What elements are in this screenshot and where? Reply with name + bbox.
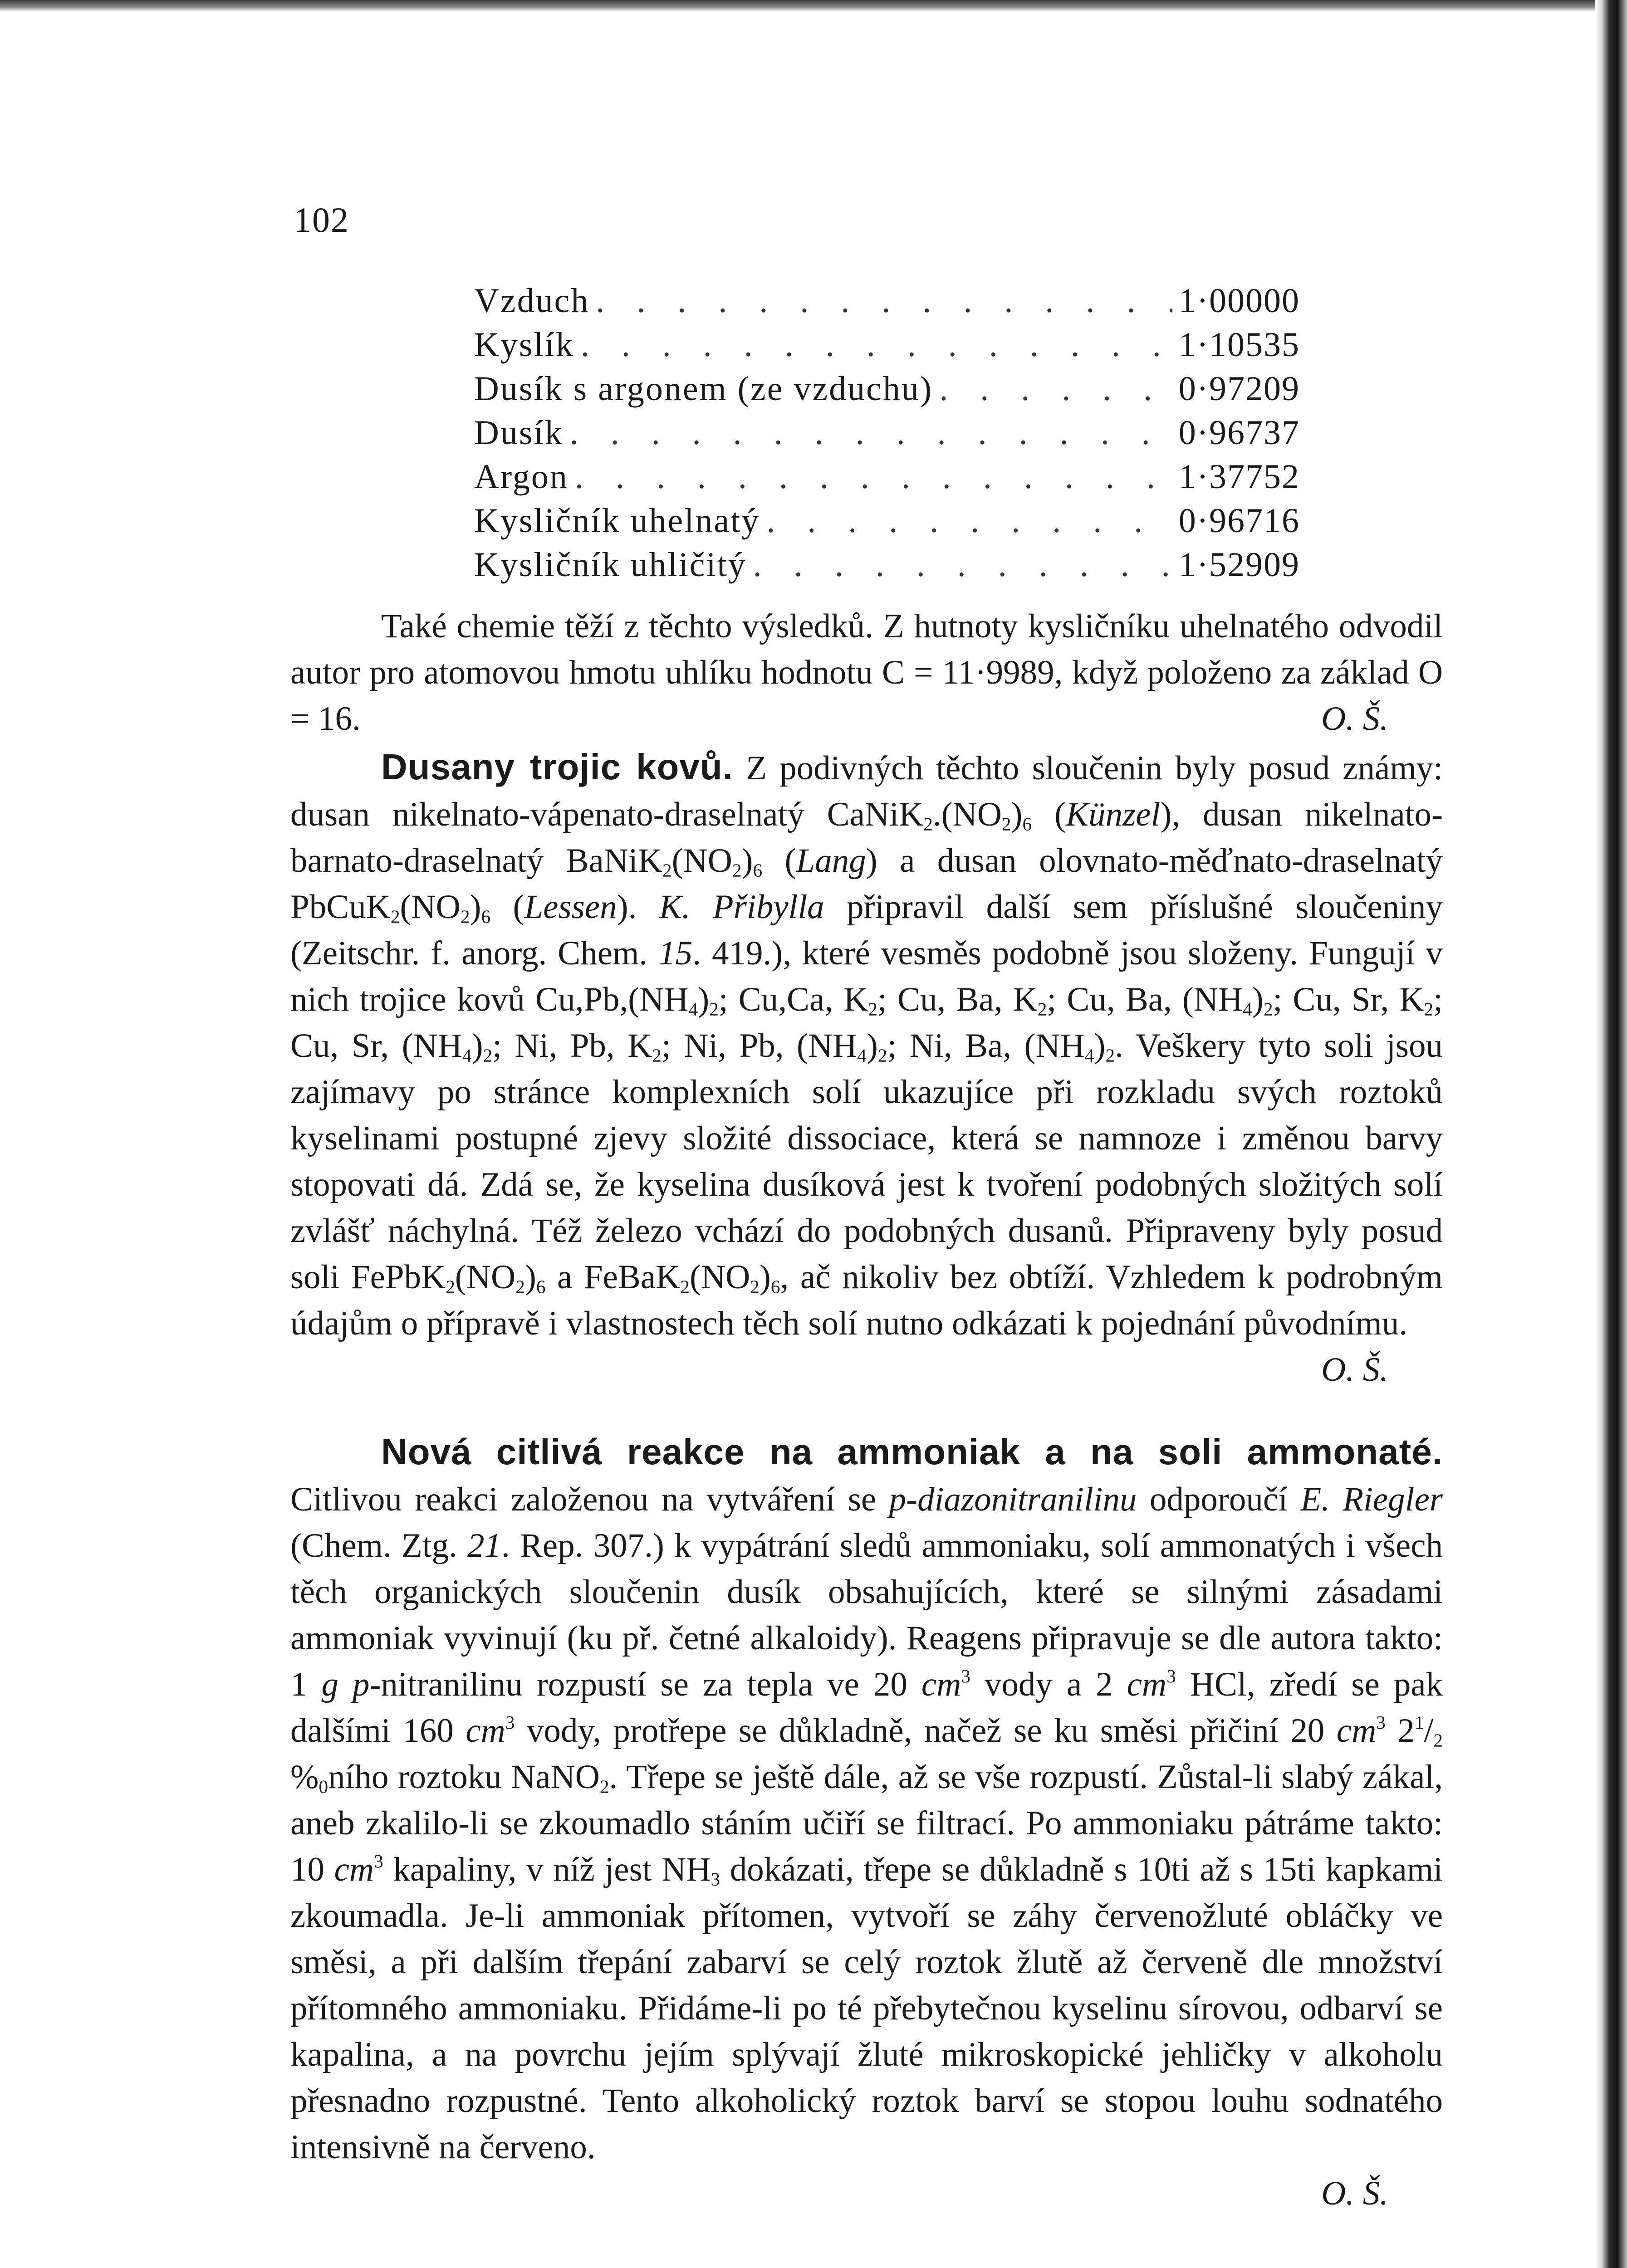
intro-paragraph-text: Také chemie těží z těchto výsledků. Z hutnoty kysličníku uhelnatého odvodil autor pro atomovou hmotu uhlíku hodnotu C = 11·9989, když položeno za základ O = 16. [290, 607, 1443, 738]
dot-leader [575, 457, 1172, 497]
table-row [474, 457, 1300, 501]
section-dusany-heading: Dusany trojic kovů. [381, 747, 733, 787]
dot-leader [596, 281, 1172, 321]
gas-name: Argon [474, 458, 568, 496]
gas-value: 1·52909 [1178, 546, 1300, 584]
gas-value: 1·10535 [1178, 326, 1300, 364]
table-row [474, 369, 1300, 413]
section-nova-paragraph: Nová citlivá reakce na ammoniak a na soli ammonaté. Citlivou reakci založenou na vytváření se p-diazonitranilinu odporoučí E. Riegler (Chem. Ztg. 21. Rep. 307.) k vypátrání sledů ammoniaku, solí ammonatých i všech těch organických sloučenin dusík obsahujících, které se silnými zásadami ammoniak vyvinují (ku př. četné alkaloidy). Reagens připravuje se dle autora takto: 1 g p-nitranilinu rozpustí se za tepla ve 20 $cm^3$ vody a 2 $cm^3$ HCl, zředí se pak dalšími 160 $cm^3$ vody, protřepe se důkladně, načež se ku směsi přičiní 20 $cm^3$ $2^1/_2$ $\%_0ního$ roztoku NaNO$_2$. Třepe se ještě dále, až se vše rozpustí. Zůstal-li slabý zákal, aneb zkalilo-li se zkoumadlo stáním učiří se filtrací. Po ammoniaku pátráme takto: 10 $cm^3$ kapaliny, v níž jest $NH_3$ dokázati, třepe se důkladně s 10ti až s 15ti kapkami zkoumadla. Je-li ammoniak přítomen, vytvoří se záhy červenožluté obláčky ve směsi, a při dalším třepání zabarví se celý roztok žlutě až červeně dle množství přítomného ammoniaku. Přidáme-li po té přebytečnou kyselinu sírovou, odbarví se kapalina, a na povrchu jejím splývají žluté mikroskopické jehličky v alkoholu přesnadno rozpustné. Tento alkoholický roztok barví se stopou louhu sodnatého intensivně na červeno. [290, 1432, 1443, 2166]
table-row [474, 413, 1300, 457]
gas-value: 1·37752 [1178, 458, 1300, 496]
dot-leader [581, 325, 1172, 365]
gas-value: 0·96737 [1178, 414, 1300, 452]
gas-name: Kyslík [474, 326, 574, 364]
gas-name: Dusík s argonem (ze vzduchu) [474, 370, 933, 408]
author-signature: O. Š. [1321, 2175, 1388, 2212]
page-number: 102 [294, 200, 349, 240]
table-row [474, 501, 1300, 545]
author-signature: O. Š. [1321, 700, 1388, 738]
intro-paragraph [290, 603, 1443, 742]
table-row [474, 545, 1300, 589]
gas-value: 0·97209 [1178, 370, 1300, 408]
gas-name: Dusík [474, 414, 564, 452]
gas-name: Kysličník uhličitý [474, 546, 747, 584]
intro-paragraph-block [290, 603, 1443, 742]
section-nova [290, 1429, 1443, 2217]
dot-leader [753, 545, 1172, 585]
scan-border-right [1595, 0, 1627, 2268]
gas-value: 1·00000 [1178, 282, 1300, 320]
section-nova-heading: Nová citlivá reakce na ammoniak a na soli ammonaté. [381, 1432, 1443, 1472]
gas-value: 0·96716 [1178, 502, 1300, 540]
dot-leader [939, 369, 1172, 409]
dot-leader [570, 413, 1172, 453]
section-dusany-paragraph: Dusany trojic kovů. Z podivných těchto sloučenin byly posud známy: dusan nikelnato-vápenato-draselnatý $CaNiK_2.(NO_2)_6$ (Künzel), dusan nikelnato-barnato-draselnatý $BaNiK_2(NO_2)_6$ (Lang) a dusan olovnato-měďnato-draselnatý $PbCuK_2(NO_2)_6$ (Lessen). K. Přibylla připravil další sem příslušné sloučeniny (Zeitschr. f. anorg. Chem. 15. 419.), které vesměs podobně jsou složeny. Fungují v nich trojice kovů $Cu,Pb,(NH_4)_2$; Cu,Ca, $K_2$; Cu, Ba, $K_2$; Cu, Ba, $(NH_4)_2$; Cu, Sr, $K_2$; Cu, Sr, $(NH_4)_2$; Ni, Pb, $K_2$; Ni, Pb, $(NH_4)_2$; Ni, Ba, $(NH_4)_2$. Veškery tyto soli jsou zajímavy po stránce komplexních solí ukazujíce při rozkladu svých roztoků kyselinami postupné zjevy složité dissociace, která se namnoze i změnou barvy stopovati dá. Zdá se, že kyselina dusíková jest k tvoření podobných složitých solí zvlášť náchylná. Též železo vchází do podobných dusanů. Připraveny byly posud soli $FePbK_2(NO_2)_6$ a $FeBaK_2(NO_2)_6$, ač nikoliv bez obtíží. Vzhledem k podrobným údajům o přípravě i vlastnostech těch solí nutno odkázati k pojednání původnímu. O. Š. [290, 744, 1443, 1347]
gas-name: Vzduch [474, 282, 590, 320]
scan-border-top [0, 0, 1627, 12]
table-row [474, 325, 1300, 369]
gas-name: Kysličník uhelnatý [474, 502, 760, 540]
dot-leader [766, 501, 1172, 541]
author-signature: O. Š. [1321, 1351, 1388, 1388]
section-dusany [290, 744, 1443, 1393]
table-row [474, 281, 1300, 325]
gas-density-table [474, 281, 1300, 589]
